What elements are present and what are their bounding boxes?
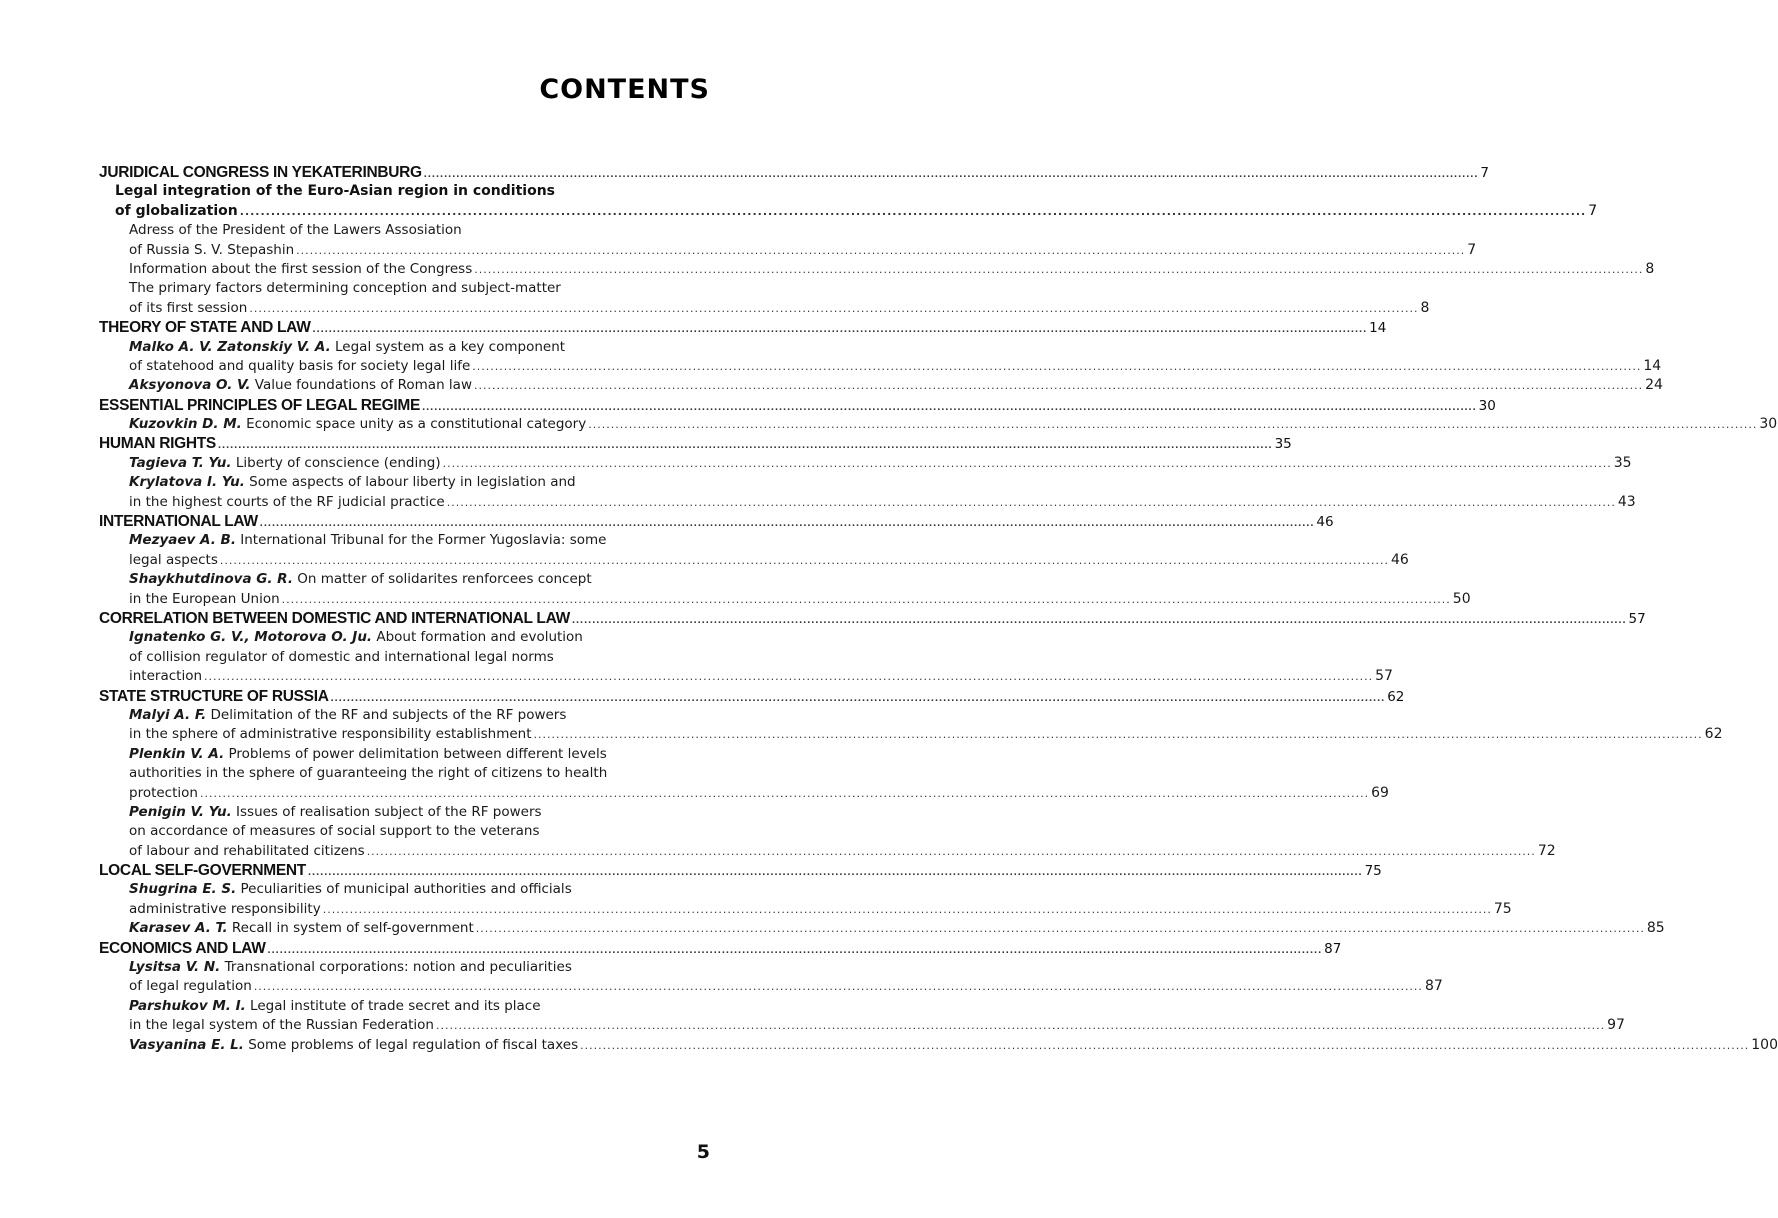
toc-entry-title: Delimitation of the RF and subjects of the RF powers bbox=[206, 706, 567, 723]
toc-entry-line bbox=[99, 997, 711, 1016]
toc-entry-text bbox=[129, 241, 294, 260]
toc-entry-text bbox=[129, 842, 365, 861]
toc-entry-line bbox=[99, 822, 711, 841]
toc-entry-author: Mezyaev A. B. bbox=[129, 532, 236, 549]
toc-entry-line bbox=[99, 241, 1477, 260]
toc-entry-text bbox=[129, 531, 606, 550]
toc-entry-author: Tagieva T. Yu. bbox=[129, 454, 232, 471]
toc-entry-title: Value foundations of Roman law bbox=[250, 377, 472, 394]
dot-leader: .................................................................................................................................................................................................................................................................... bbox=[217, 439, 1273, 452]
toc-page-number: 35 bbox=[1274, 436, 1292, 453]
toc-entry-line bbox=[99, 667, 1393, 686]
dot-leader: .................................................................................................................................................................................................................................................................... bbox=[330, 691, 1386, 704]
toc-entry-line bbox=[99, 531, 711, 550]
toc-entry-author: Parshukov M. I. bbox=[129, 997, 246, 1014]
toc-entry-title: of legal regulation bbox=[129, 978, 252, 995]
dot-leader: .................................................................................................................................................................................................................................................................... bbox=[475, 922, 1645, 936]
toc-entry-text bbox=[129, 745, 607, 764]
toc-page-number: 46 bbox=[1391, 551, 1409, 568]
toc-entry-line bbox=[99, 415, 1778, 434]
toc-entry-text bbox=[129, 803, 542, 822]
toc-entry-text bbox=[129, 880, 572, 899]
toc-entry-author: Malyi A. F. bbox=[129, 706, 207, 723]
toc-page-number: 57 bbox=[1375, 668, 1393, 685]
toc-entry-title: On matter of solidarites renforcees concept bbox=[292, 571, 592, 588]
toc-entry-title: Recall in system of self-government bbox=[227, 920, 474, 937]
toc-entry-text bbox=[129, 493, 445, 512]
toc-entry-line bbox=[99, 745, 711, 764]
toc-entry-line bbox=[99, 919, 1665, 938]
toc-entry-text bbox=[129, 1036, 578, 1055]
toc-entry-title: CORRELATION BETWEEN DOMESTIC AND INTERNATIONAL LAW bbox=[99, 609, 570, 627]
toc-entry-line bbox=[99, 376, 1663, 395]
toc-entry-text bbox=[129, 958, 572, 977]
toc-entry-title: Peculiarities of municipal authorities and officials bbox=[236, 881, 572, 898]
toc-entry-line bbox=[99, 590, 1471, 609]
toc-page-number: 75 bbox=[1364, 863, 1382, 880]
toc-entry-text bbox=[99, 163, 422, 182]
toc-page-number: 85 bbox=[1646, 920, 1665, 937]
dot-leader: .................................................................................................................................................................................................................................................................... bbox=[588, 418, 1758, 432]
toc-entry-text bbox=[129, 822, 540, 841]
toc-entry-line bbox=[99, 1036, 1778, 1055]
toc-section-heading bbox=[99, 861, 1382, 880]
toc-entry-text bbox=[129, 900, 321, 919]
toc-entry-title: in the sphere of administrative responsibility establishment bbox=[129, 726, 532, 743]
toc-entry-line bbox=[99, 299, 1430, 318]
toc-entry-text bbox=[129, 357, 470, 376]
toc-section-heading bbox=[99, 609, 1646, 628]
toc-entry-line bbox=[99, 570, 711, 589]
toc-entry-title: in the highest courts of the RF judicial practice bbox=[129, 493, 445, 510]
toc-entry-title: of its first session bbox=[129, 299, 248, 316]
toc-entry-title: in the legal system of the Russian Federation bbox=[129, 1017, 434, 1034]
toc-entry-author: Malko A. V. Zatonskiy V. A. bbox=[129, 338, 331, 355]
toc-entry-line bbox=[99, 1016, 1625, 1035]
toc-page-number: 69 bbox=[1371, 784, 1389, 801]
dot-leader: .................................................................................................................................................................................................................................................................... bbox=[204, 670, 1374, 684]
dot-leader: .................................................................................................................................................................................................................................................................... bbox=[422, 400, 1477, 413]
toc-entry-author: Karasev A. T. bbox=[129, 920, 228, 937]
toc-entry-text bbox=[99, 687, 329, 706]
toc-page-number: 62 bbox=[1704, 726, 1723, 743]
toc-entry-title: authorities in the sphere of guaranteeing the right of citizens to health bbox=[129, 765, 608, 782]
toc-entry-author: Shugrina E. S. bbox=[129, 881, 237, 898]
toc-page-number: 97 bbox=[1607, 1017, 1625, 1034]
toc-page-number: 87 bbox=[1324, 940, 1342, 957]
toc-page-number: 75 bbox=[1493, 900, 1512, 917]
toc-entry-line bbox=[99, 551, 1409, 570]
toc-entry-text bbox=[129, 648, 554, 667]
toc-entry-title: Problems of power delimitation between different levels bbox=[224, 745, 607, 762]
toc-page-number: 7 bbox=[1480, 165, 1489, 181]
dot-leader: .................................................................................................................................................................................................................................................................... bbox=[281, 592, 1451, 606]
dot-leader: .................................................................................................................................................................................................................................................................... bbox=[249, 301, 1419, 315]
toc-page-number: 14 bbox=[1643, 357, 1662, 374]
toc-entry-text bbox=[129, 977, 252, 996]
toc-entry-author: Krylatova I. Yu. bbox=[129, 474, 245, 491]
dot-leader: .................................................................................................................................................................................................................................................................... bbox=[423, 168, 1479, 180]
dot-leader: .................................................................................................................................................................................................................................................................... bbox=[312, 323, 1368, 336]
toc-entry-text bbox=[99, 512, 258, 531]
toc-entry-text bbox=[129, 570, 592, 589]
toc-entry-line bbox=[99, 706, 711, 725]
toc-entry-line bbox=[99, 764, 711, 783]
toc-entry-title: Transnational corporations: notion and peculiarities bbox=[220, 959, 572, 976]
toc-section-heading bbox=[99, 318, 1387, 337]
dot-leader: .................................................................................................................................................................................................................................................................... bbox=[571, 613, 1627, 626]
toc-page-number: 87 bbox=[1424, 978, 1443, 995]
toc-entry-title: of Russia S. V. Stepashin bbox=[129, 241, 295, 258]
toc-entry-text bbox=[99, 396, 420, 415]
dot-leader: .................................................................................................................................................................................................................................................................... bbox=[436, 1019, 1606, 1033]
toc-entry-title: Adress of the President of the Lawers Assosiation bbox=[129, 222, 462, 239]
toc-entry-line bbox=[99, 182, 711, 201]
toc-entry-line bbox=[99, 260, 1655, 279]
toc-page-number: 30 bbox=[1478, 397, 1496, 414]
toc-entry-line bbox=[99, 202, 1598, 221]
toc-entry-title: Some problems of legal regulation of fiscal taxes bbox=[243, 1036, 579, 1053]
toc-entry-title: HUMAN RIGHTS bbox=[99, 435, 216, 453]
toc-entry-text bbox=[99, 434, 216, 453]
toc-entry-line bbox=[99, 473, 711, 492]
dot-leader: .................................................................................................................................................................................................................................................................... bbox=[307, 866, 1363, 879]
toc-section-heading bbox=[99, 687, 1405, 706]
toc-page-number: 30 bbox=[1759, 416, 1778, 433]
toc-page-number: 14 bbox=[1369, 320, 1387, 337]
toc-entry-author: Lysitsa V. N. bbox=[129, 959, 221, 976]
toc-entry-author: Vasyanina E. L. bbox=[129, 1036, 244, 1053]
toc-entry-title: of globalization bbox=[115, 202, 238, 219]
dot-leader: .................................................................................................................................................................................................................................................................... bbox=[199, 786, 1370, 800]
toc-entry-line bbox=[99, 958, 711, 977]
toc-entry-title: International Tribunal for the Former Yugoslavia: some bbox=[235, 532, 607, 549]
toc-entry-title: Issues of realisation subject of the RF powers bbox=[231, 803, 542, 820]
toc-entry-text bbox=[115, 202, 238, 221]
toc-entry-text bbox=[99, 939, 266, 958]
toc-entry-text bbox=[129, 260, 472, 279]
toc-entry-text bbox=[129, 299, 247, 318]
toc-entry-title: in the European Union bbox=[129, 590, 280, 607]
dot-leader: .................................................................................................................................................................................................................................................................... bbox=[580, 1038, 1750, 1052]
toc-entry-text bbox=[99, 609, 570, 628]
toc-entry-text bbox=[129, 725, 532, 744]
toc-entry-title: administrative responsibility bbox=[129, 900, 321, 917]
toc-entry-line bbox=[99, 628, 711, 647]
toc-entry-text bbox=[129, 706, 566, 725]
toc-entry-title: About formation and evolution bbox=[372, 629, 583, 646]
toc-entry-text bbox=[129, 997, 541, 1016]
toc-entry-title: legal aspects bbox=[129, 551, 218, 568]
toc-section-heading bbox=[99, 434, 1292, 453]
toc-entry-title: Legal integration of the Euro-Asian region in conditions bbox=[115, 183, 555, 200]
toc-entry-text bbox=[129, 338, 565, 357]
toc-entry-title: Economic space unity as a constitutional category bbox=[241, 416, 587, 433]
toc-entry-author: Ignatenko G. V., Motorova O. Ju. bbox=[129, 629, 373, 646]
toc-entry-title: THEORY OF STATE AND LAW bbox=[99, 319, 311, 337]
toc-entry-title: Liberty of conscience (ending) bbox=[231, 454, 441, 471]
toc-page-number: 50 bbox=[1452, 590, 1471, 607]
toc-entry-line bbox=[99, 784, 1389, 803]
toc-entry-author: Shaykhutdinova G. R. bbox=[129, 571, 293, 588]
toc-entry-text bbox=[129, 784, 198, 803]
toc-page-number: 46 bbox=[1316, 514, 1334, 531]
dot-leader: .................................................................................................................................................................................................................................................................... bbox=[442, 456, 1612, 470]
toc-page-number: 62 bbox=[1387, 688, 1405, 705]
toc-entry-author: Penigin V. Yu. bbox=[129, 803, 232, 820]
toc-entry-title: LOCAL SELF-GOVERNMENT bbox=[99, 862, 306, 880]
toc-entry-text bbox=[129, 667, 202, 686]
toc-section-heading bbox=[99, 939, 1342, 958]
toc-entry-title: interaction bbox=[129, 668, 203, 685]
toc-entry-line bbox=[99, 493, 1636, 512]
toc-entry-line bbox=[99, 977, 1443, 996]
toc-entry-text bbox=[129, 221, 462, 240]
toc-entry-title: The primary factors determining conception and subject-matter bbox=[129, 280, 561, 297]
toc-entry-title: of statehood and quality basis for society legal life bbox=[129, 357, 471, 374]
toc-entry-title: JURIDICAL CONGRESS IN YEKATERINBURG bbox=[99, 164, 422, 181]
toc-entry-text bbox=[129, 376, 472, 395]
toc-page-number: 8 bbox=[1645, 260, 1655, 277]
toc-entry-text bbox=[115, 182, 555, 201]
toc-section-heading bbox=[99, 512, 1334, 531]
toc-entry-text bbox=[129, 764, 607, 783]
toc-page-number: 35 bbox=[1613, 454, 1632, 471]
toc-entry-text bbox=[129, 279, 561, 298]
toc-entry-line bbox=[99, 454, 1632, 473]
toc-entry-title: Legal institute of trade secret and its place bbox=[245, 997, 541, 1014]
toc-page-number: 43 bbox=[1617, 493, 1636, 510]
toc-page-number: 7 bbox=[1588, 202, 1598, 219]
dot-leader: .................................................................................................................................................................................................................................................................... bbox=[239, 204, 1587, 218]
toc-entry-text bbox=[129, 919, 474, 938]
toc-section-heading bbox=[99, 396, 1496, 415]
toc-page-number: 100 bbox=[1751, 1036, 1778, 1053]
toc-entry-line bbox=[99, 357, 1662, 376]
dot-leader: .................................................................................................................................................................................................................................................................... bbox=[267, 943, 1323, 956]
toc-entry-title: of labour and rehabilitated citizens bbox=[129, 842, 365, 859]
toc-entry-title: Legal system as a key component bbox=[330, 338, 566, 355]
dot-leader: .................................................................................................................................................................................................................................................................... bbox=[296, 243, 1466, 257]
toc-entry-title: on accordance of measures of social support to the veterans bbox=[129, 823, 540, 840]
toc-entry-text bbox=[129, 1016, 434, 1035]
dot-leader: .................................................................................................................................................................................................................................................................... bbox=[474, 379, 1644, 393]
dot-leader: .................................................................................................................................................................................................................................................................... bbox=[474, 262, 1644, 276]
toc-entry-line bbox=[99, 221, 711, 240]
toc-entry-text bbox=[99, 318, 311, 337]
toc-entry-text bbox=[129, 628, 583, 647]
toc-page-number: 7 bbox=[1467, 241, 1477, 258]
dot-leader: .................................................................................................................................................................................................................................................................... bbox=[253, 980, 1423, 994]
toc-entry-line bbox=[99, 648, 711, 667]
toc-entry-title: ECONOMICS AND LAW bbox=[99, 939, 266, 957]
toc-entry-title: Information about the first session of the Congress bbox=[129, 260, 473, 277]
toc-entry-text bbox=[129, 590, 280, 609]
toc-entry-line bbox=[99, 803, 711, 822]
dot-leader: .................................................................................................................................................................................................................................................................... bbox=[366, 844, 1536, 858]
toc-entry-title: of collision regulator of domestic and international legal norms bbox=[129, 648, 554, 665]
toc-entry-title: Some aspects of labour liberty in legislation and bbox=[244, 474, 576, 491]
toc-entry-text bbox=[99, 861, 306, 880]
dot-leader: .................................................................................................................................................................................................................................................................... bbox=[219, 553, 1389, 567]
toc-entry-author: Plenkin V. A. bbox=[129, 745, 225, 762]
dot-leader: .................................................................................................................................................................................................................................................................... bbox=[259, 517, 1315, 530]
dot-leader: .................................................................................................................................................................................................................................................................... bbox=[446, 495, 1616, 509]
toc-entry-author: Kuzovkin D. M. bbox=[129, 416, 242, 433]
dot-leader: .................................................................................................................................................................................................................................................................... bbox=[322, 902, 1492, 916]
toc-entry-title: INTERNATIONAL LAW bbox=[99, 513, 258, 531]
toc-entry-line bbox=[99, 842, 1556, 861]
toc-page-number: 8 bbox=[1420, 299, 1430, 316]
toc-entry-title: ESSENTIAL PRINCIPLES OF LEGAL REGIME bbox=[99, 396, 421, 414]
toc-entry-text bbox=[129, 473, 576, 492]
toc-entry-line bbox=[99, 880, 711, 899]
toc-entry-line bbox=[99, 338, 711, 357]
toc-entry-line bbox=[99, 279, 711, 298]
toc-entry-line bbox=[99, 725, 1723, 744]
toc-entry-text bbox=[129, 551, 218, 570]
dot-leader: .................................................................................................................................................................................................................................................................... bbox=[472, 359, 1642, 373]
toc-page-number: 72 bbox=[1537, 842, 1556, 859]
page-title: CONTENTS bbox=[539, 74, 710, 105]
dot-leader: .................................................................................................................................................................................................................................................................... bbox=[533, 728, 1703, 742]
toc-entry-text bbox=[129, 454, 441, 473]
toc-entry-title: STATE STRUCTURE OF RUSSIA bbox=[99, 687, 329, 705]
toc-entry-text bbox=[129, 415, 586, 434]
toc-entry-title: protection bbox=[129, 784, 198, 801]
page-number: 5 bbox=[696, 1141, 710, 1163]
toc-section-heading bbox=[99, 163, 1489, 182]
toc-entry-line bbox=[99, 900, 1512, 919]
table-of-contents bbox=[99, 163, 1778, 1055]
toc-page-number: 24 bbox=[1645, 377, 1663, 394]
toc-page-number: 57 bbox=[1628, 610, 1646, 627]
toc-entry-author: Aksyonova O. V. bbox=[129, 377, 251, 394]
